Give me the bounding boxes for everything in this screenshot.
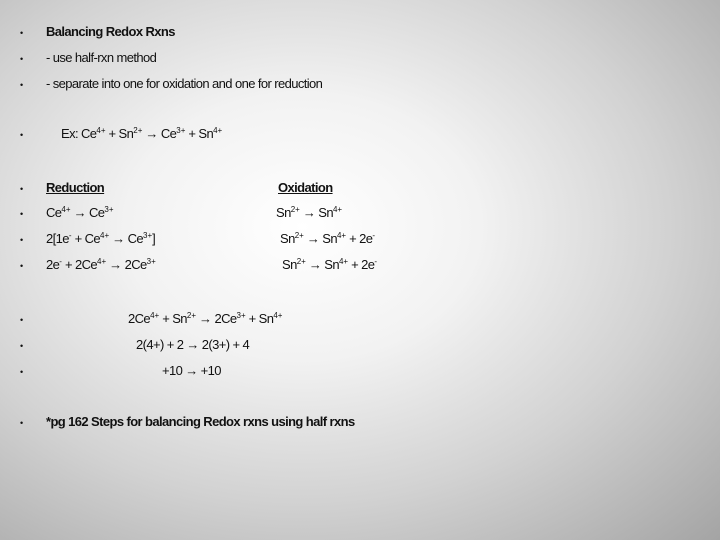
bullet-marker: • — [20, 130, 23, 140]
oxidation-heading: Oxidation — [278, 180, 333, 195]
reduction-heading: Reduction — [46, 180, 105, 195]
bullet-marker: • — [20, 80, 23, 90]
reduction-balanced-step: $2[1e^- + Ce^{4+} \to Ce^{3+}]$ — [46, 231, 156, 246]
bullet-marker: • — [20, 54, 23, 64]
separation-note: - separate into one for oxidation and one for reduction — [46, 76, 323, 91]
oxidation-half-reaction: $Sn^{2+} \to Sn^{4+}$ — [276, 205, 343, 220]
bullet-marker: • — [20, 28, 23, 38]
example-equation: Ex: $Ce^{4+} + Sn^{2+} \to Ce^{3+} + Sn^{4+}$ — [61, 126, 223, 141]
bullet-marker: • — [20, 367, 23, 377]
method-note: - use half-rxn method — [46, 50, 157, 65]
charge-total: +10 → +10 — [162, 363, 221, 378]
charge-check: 2(4+) + 2 → 2(3+) + 4 — [136, 337, 250, 352]
oxidation-balanced-step: $Sn^{2+} \to Sn^{4+} + 2e^-$ — [280, 231, 376, 246]
slide-title: Balancing Redox Rxns — [46, 24, 175, 39]
bullet-marker: • — [20, 235, 23, 245]
bullet-marker: • — [20, 341, 23, 351]
bullet-marker: • — [20, 261, 23, 271]
bullet-marker: • — [20, 315, 23, 325]
reduction-half-reaction: $Ce^{4+} \to Ce^{3+}$ — [46, 205, 114, 220]
overall-equation: $2Ce^{4+} + Sn^{2+} \to 2Ce^{3+} + Sn^{4+}$ — [128, 311, 283, 326]
bullet-marker: • — [20, 184, 23, 194]
bullet-marker: • — [20, 209, 23, 219]
oxidation-final: $Sn^{2+} \to Sn^{4+} + 2e^-$ — [282, 257, 378, 272]
reduction-final: $2e^- + 2Ce^{4+} \to 2Ce^{3+}$ — [46, 257, 156, 272]
textbook-reference: *pg 162 Steps for balancing Redox rxns using half rxns — [46, 414, 355, 429]
bullet-marker: • — [20, 418, 23, 428]
